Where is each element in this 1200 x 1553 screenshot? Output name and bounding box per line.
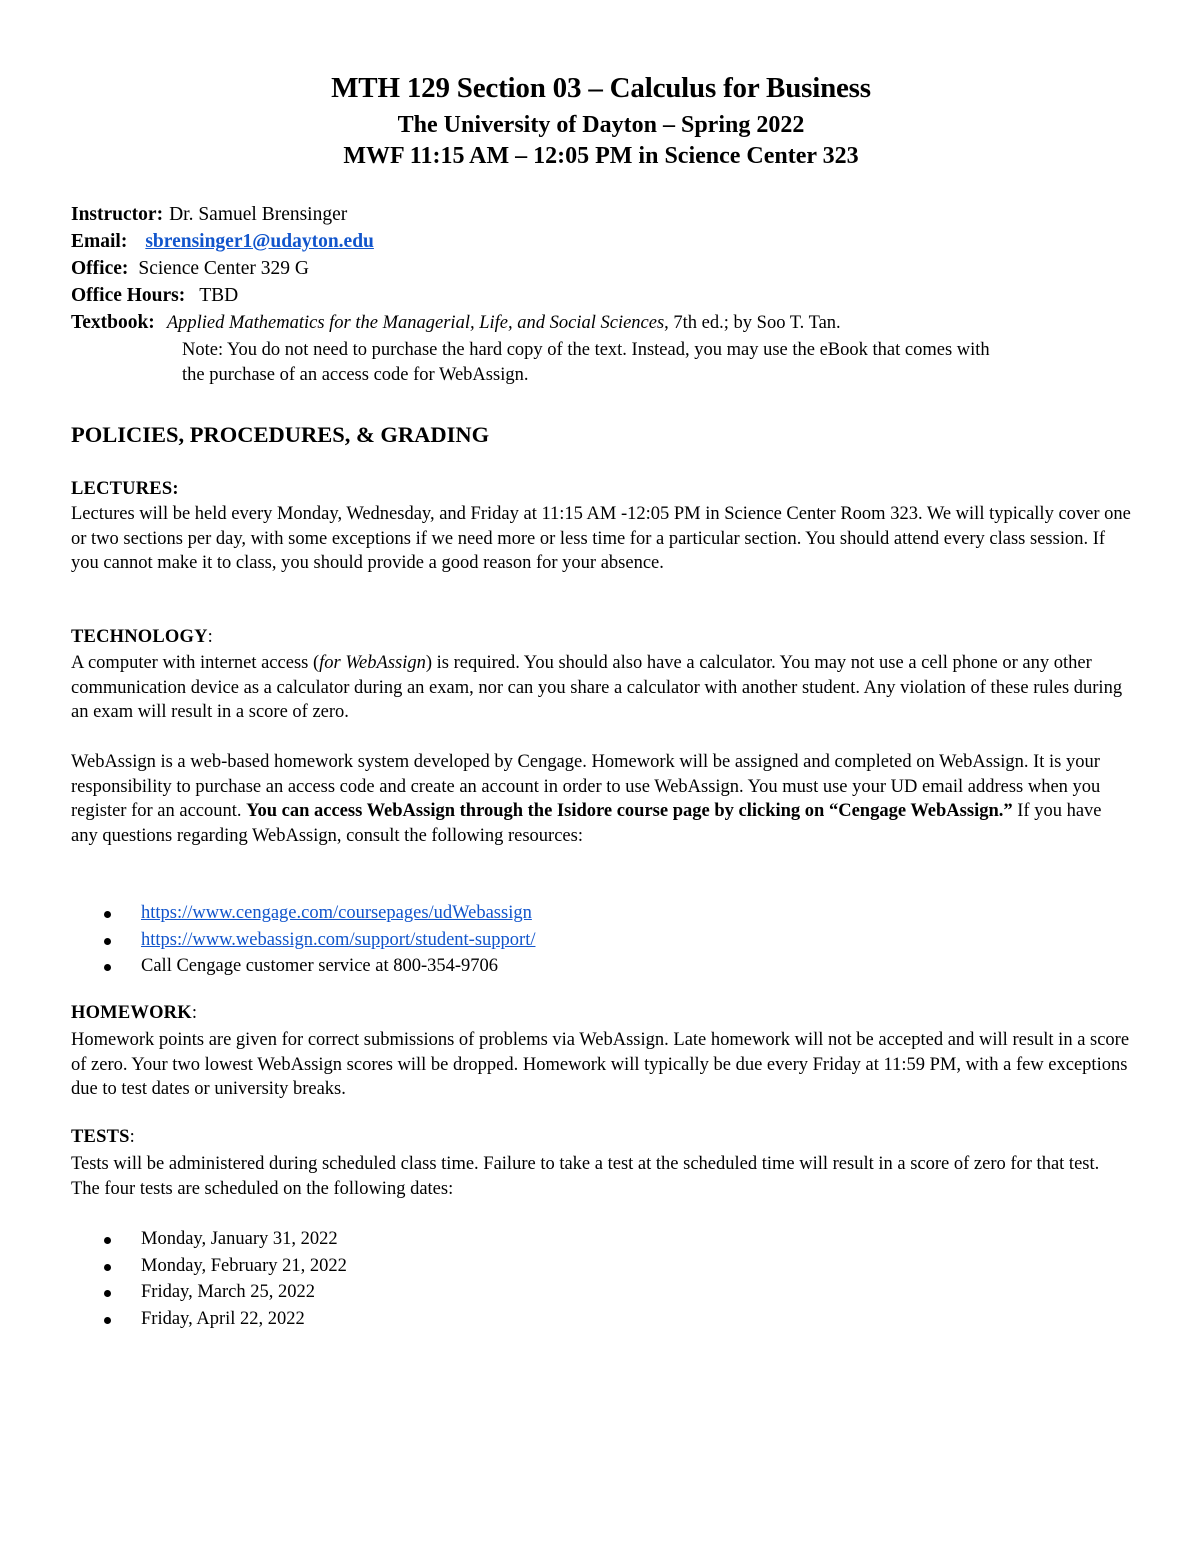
test-date: Monday, January 31, 2022 <box>141 1229 338 1249</box>
textbook-edition: , 7th ed.; by Soo T. Tan. <box>664 313 841 333</box>
office-label: Office: <box>71 258 129 279</box>
policies-heading: POLICIES, PROCEDURES, & GRADING <box>71 422 490 447</box>
email-link[interactable]: sbrensinger1@udayton.edu <box>145 231 374 252</box>
textbook-title: Applied Mathematics for the Managerial, Life, and Social Sciences <box>166 313 665 333</box>
office-hours-line <box>71 282 238 309</box>
test-date: Friday, April 22, 2022 <box>141 1308 305 1329</box>
test-date: Friday, March 25, 2022 <box>141 1282 316 1302</box>
office-location: Science Center 329 G <box>138 258 309 279</box>
list-item <box>71 927 535 954</box>
textbook-note-line-2: the purchase of an access code for WebAssign. <box>182 365 529 385</box>
office-hours-label: Office Hours: <box>71 285 186 306</box>
list-item <box>71 1253 347 1280</box>
instructor-name: Dr. Samuel Brensinger <box>169 204 348 225</box>
list-item <box>71 1226 347 1253</box>
cengage-phone: Call Cengage customer service at 800-354-9706 <box>141 956 499 976</box>
class-schedule: MWF 11:15 AM – 12:05 PM in Science Center 323 <box>343 143 859 169</box>
course-title: MTH 129 Section 03 – Calculus for Business <box>331 72 871 104</box>
list-item <box>71 1306 347 1333</box>
textbook-label: Textbook: <box>71 312 155 333</box>
email-label: Email: <box>71 231 128 252</box>
list-item <box>71 1279 347 1306</box>
list-item <box>71 953 535 980</box>
technology-text-2: WebAssign is a web-based homework system developed by Cengage. Homework will be assigned and completed on WebAssign. It is your responsibility to purchase an access code and create an account in order to use WebAssign. You must use your UD email address when you register for an account. You can access WebAssign through the Isidore course page by clicking on “Cengage WebAssign.” If you have any questions regarding WebAssign, consult the following resources: <box>71 752 1102 846</box>
webassign-support-link[interactable]: https://www.webassign.com/support/student-support/ <box>141 929 536 950</box>
instructor-line <box>71 201 347 228</box>
lectures-heading: LECTURES: <box>71 479 179 499</box>
lectures-text: Lectures will be held every Monday, Wednesday, and Friday at 11:15 AM -12:05 PM in Science Center Room 323. We will typically cover one or two sections per day, with some exceptions if we need more or less time for a particular section. You should attend every class session. If you cannot make it to class, you should provide a good reason for your absence. <box>71 504 1131 574</box>
homework-heading: HOMEWORK: <box>71 1003 198 1023</box>
webassign-emphasis: for WebAssign <box>319 653 426 673</box>
resources-list <box>71 900 535 980</box>
homework-text: Homework points are given for correct submissions of problems via WebAssign. Late homework will not be accepted and will result in a score of zero. Your two lowest WebAssign scores will be dropped. Homework will typically be due every Friday at 11:59 PM, with a few exceptions due to test dates or university breaks. <box>71 1030 1130 1100</box>
isidore-access-note: You can access WebAssign through the Isidore course page by clicking on “Cengage WebAssign.” <box>246 801 1013 822</box>
test-date: Monday, February 21, 2022 <box>141 1255 347 1276</box>
list-item <box>71 900 535 927</box>
email-line <box>71 228 374 255</box>
technology-text-1: A computer with internet access (for WebAssign) is required. You should also have a calculator. You may not use a cell phone or any other communication device as a calculator during an exam, nor can you share a calculator with another student. Any violation of these rules during an exam will result in a score of zero. <box>71 653 1123 723</box>
office-line <box>71 255 309 282</box>
textbook-line <box>71 309 841 337</box>
technology-heading: TECHNOLOGY: <box>71 627 214 647</box>
textbook-note <box>182 338 1142 388</box>
office-hours-value: TBD <box>199 285 239 306</box>
university-term: The University of Dayton – Spring 2022 <box>397 112 805 138</box>
instructor-label: Instructor: <box>71 204 164 225</box>
tests-heading: TESTS: <box>71 1127 135 1147</box>
cengage-link[interactable]: https://www.cengage.com/coursepages/udWebassign <box>141 903 532 923</box>
tests-text: Tests will be administered during scheduled class time. Failure to take a test at the scheduled time will result in a score of zero for that test. The four tests are scheduled on the following dates: <box>71 1154 1100 1199</box>
test-dates-list <box>71 1226 347 1332</box>
textbook-note-line-1: Note: You do not need to purchase the hard copy of the text. Instead, you may use the eBook that comes with <box>182 340 990 360</box>
